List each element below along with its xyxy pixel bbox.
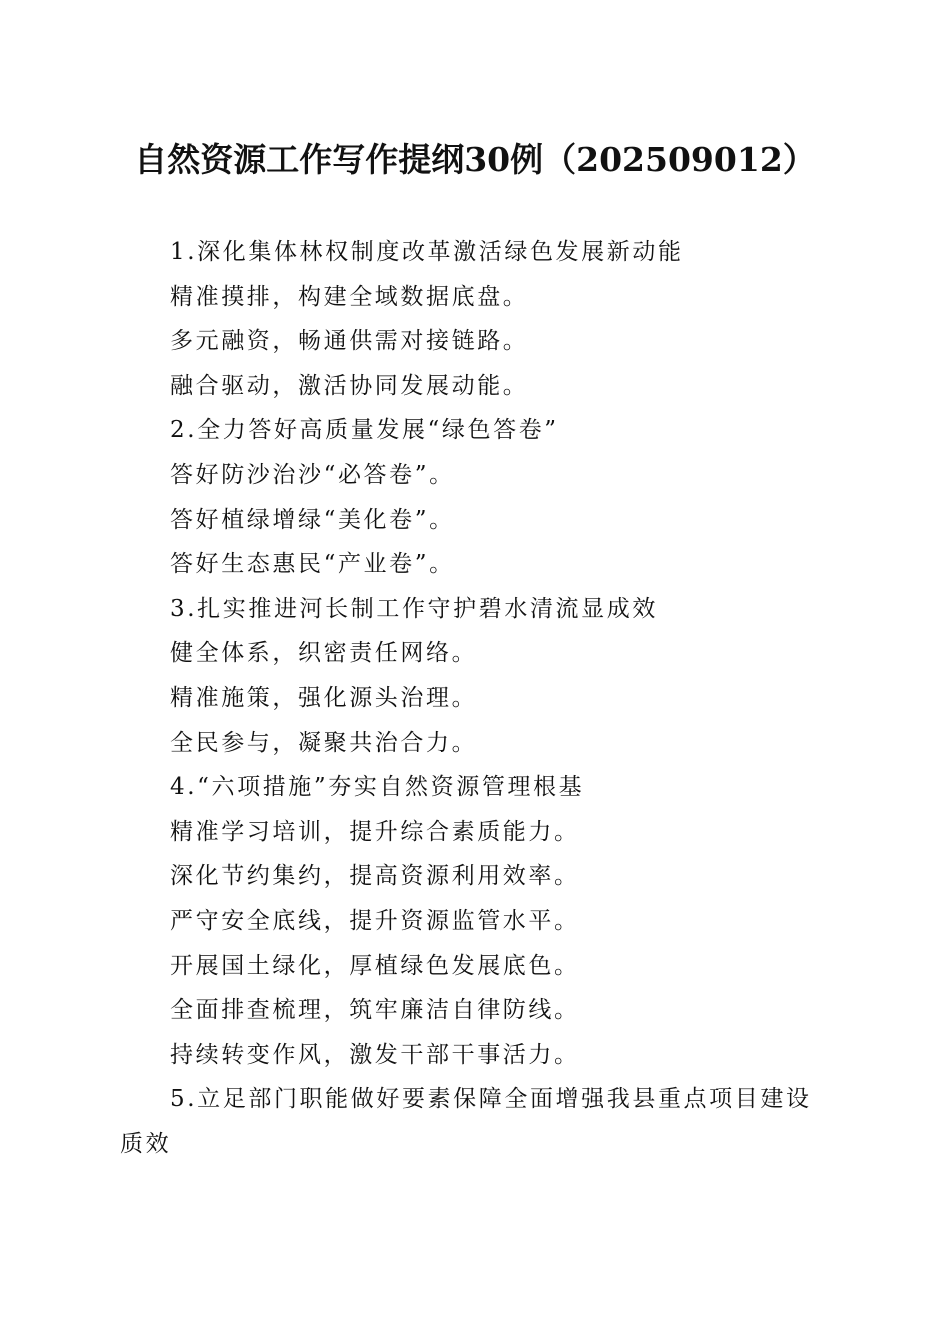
- document-title: 自然资源工作写作提纲30例（202509012）: [134, 140, 816, 179]
- outline-item: 全面排查梳理，筑牢廉洁自律防线。: [170, 997, 580, 1024]
- outline-item: 答好防沙治沙“必答卷”。: [170, 461, 455, 488]
- outline-item: 持续转变作风，激发干部干事活力。: [170, 1041, 580, 1068]
- heading-4: 4.“六项措施”夯实自然资源管理根基: [170, 774, 585, 801]
- outline-item: 答好植绿增绿“美化卷”。: [170, 506, 455, 533]
- outline-item: 严守安全底线，提升资源监管水平。: [170, 907, 580, 934]
- outline-item: 精准施策，强化源头治理。: [170, 684, 478, 711]
- outline-item: 精准学习培训，提升综合素质能力。: [170, 818, 580, 845]
- outline-item: 多元融资，畅通供需对接链路。: [170, 328, 529, 355]
- heading-2: 2.全力答好高质量发展“绿色答卷”: [170, 417, 559, 444]
- heading-5: 5.立足部门职能做好要素保障全面增强我县重点项目建设质效: [120, 1086, 812, 1157]
- outline-item: 答好生态惠民“产业卷”。: [170, 551, 455, 578]
- outline-item: 健全体系，织密责任网络。: [170, 640, 478, 667]
- outline-item: 全民参与，凝聚共治合力。: [170, 729, 478, 756]
- heading-3: 3.扎实推进河长制工作守护碧水清流显成效: [170, 595, 658, 622]
- heading-1: 1.深化集体林权制度改革激活绿色发展新动能: [170, 239, 684, 265]
- document-body: [120, 230, 830, 1166]
- outline-item: 开展国土绿化，厚植绿色发展底色。: [170, 952, 580, 979]
- outline-item: 深化节约集约，提高资源利用效率。: [170, 863, 580, 890]
- outline-item: 融合驱动，激活协同发展动能。: [170, 372, 529, 399]
- outline-item: 精准摸排，构建全域数据底盘。: [170, 283, 529, 310]
